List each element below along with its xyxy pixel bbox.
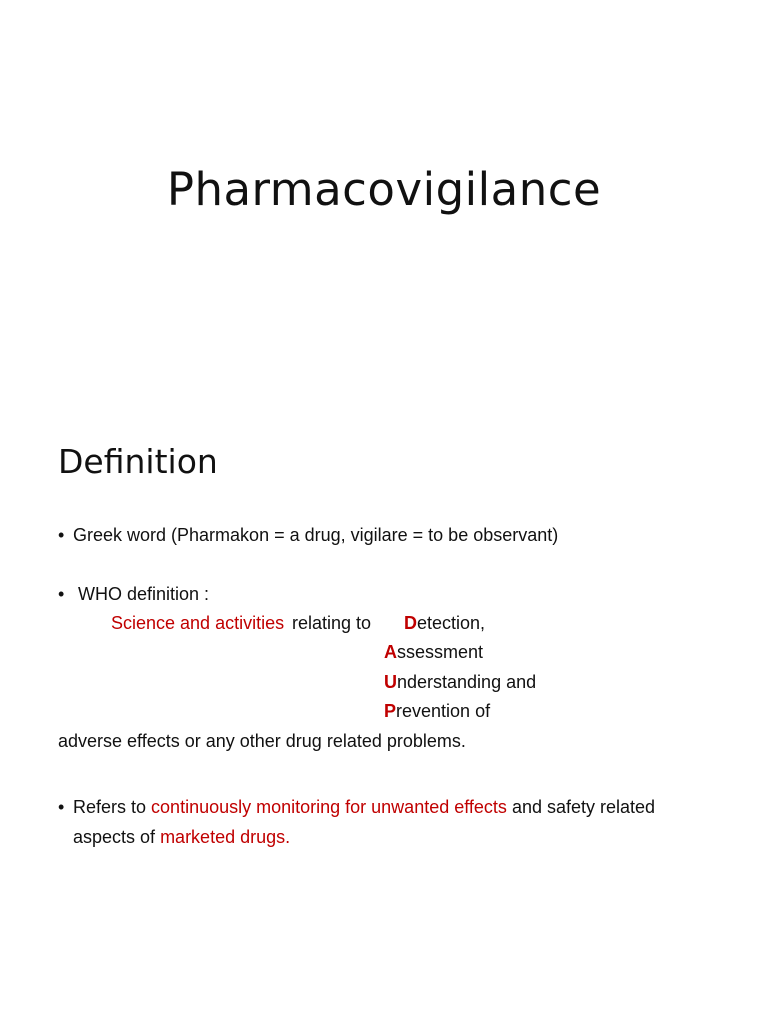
daup-understanding xyxy=(384,671,536,693)
daup-detection xyxy=(404,612,485,634)
refers-red-phrase: continuously monitoring for unwanted effects xyxy=(151,797,507,817)
who-label: WHO definition : xyxy=(78,584,210,604)
refers-line xyxy=(73,796,655,818)
aspects-line xyxy=(73,826,290,848)
daup-prevention xyxy=(384,700,490,722)
aspects-pre: aspects of xyxy=(73,827,156,847)
definition-heading: Definition xyxy=(58,442,218,481)
bullet-greek-text: Greek word (Pharmakon = a drug, vigilare = to be observant) xyxy=(73,525,559,545)
who-relating: relating to xyxy=(292,613,372,633)
title-slide xyxy=(0,0,768,380)
aspects-red-phrase: marketed drugs. xyxy=(160,827,291,847)
slide-title: Pharmacovigilance xyxy=(166,163,602,216)
daup-letter-u: U xyxy=(384,672,397,692)
bullet-refers-marker: • xyxy=(58,797,65,817)
who-red-phrase: Science and activities xyxy=(111,613,285,633)
daup-letter-p: P xyxy=(384,701,397,721)
bullet-who-marker: • xyxy=(58,584,65,604)
daup-rest-a: ssessment xyxy=(397,642,484,662)
refers-pre: Refers to xyxy=(73,797,147,817)
daup-assessment xyxy=(384,641,483,663)
bullet-greek-marker: • xyxy=(58,525,65,545)
adverse-effects-line: adverse effects or any other drug related problems. xyxy=(58,731,466,751)
daup-rest-d: etection, xyxy=(417,613,486,633)
daup-rest-u: nderstanding and xyxy=(397,672,537,692)
daup-letter-a: A xyxy=(384,642,397,662)
daup-letter-d: D xyxy=(404,613,417,633)
daup-rest-p: revention of xyxy=(396,701,491,721)
refers-post: and safety related xyxy=(511,797,656,817)
